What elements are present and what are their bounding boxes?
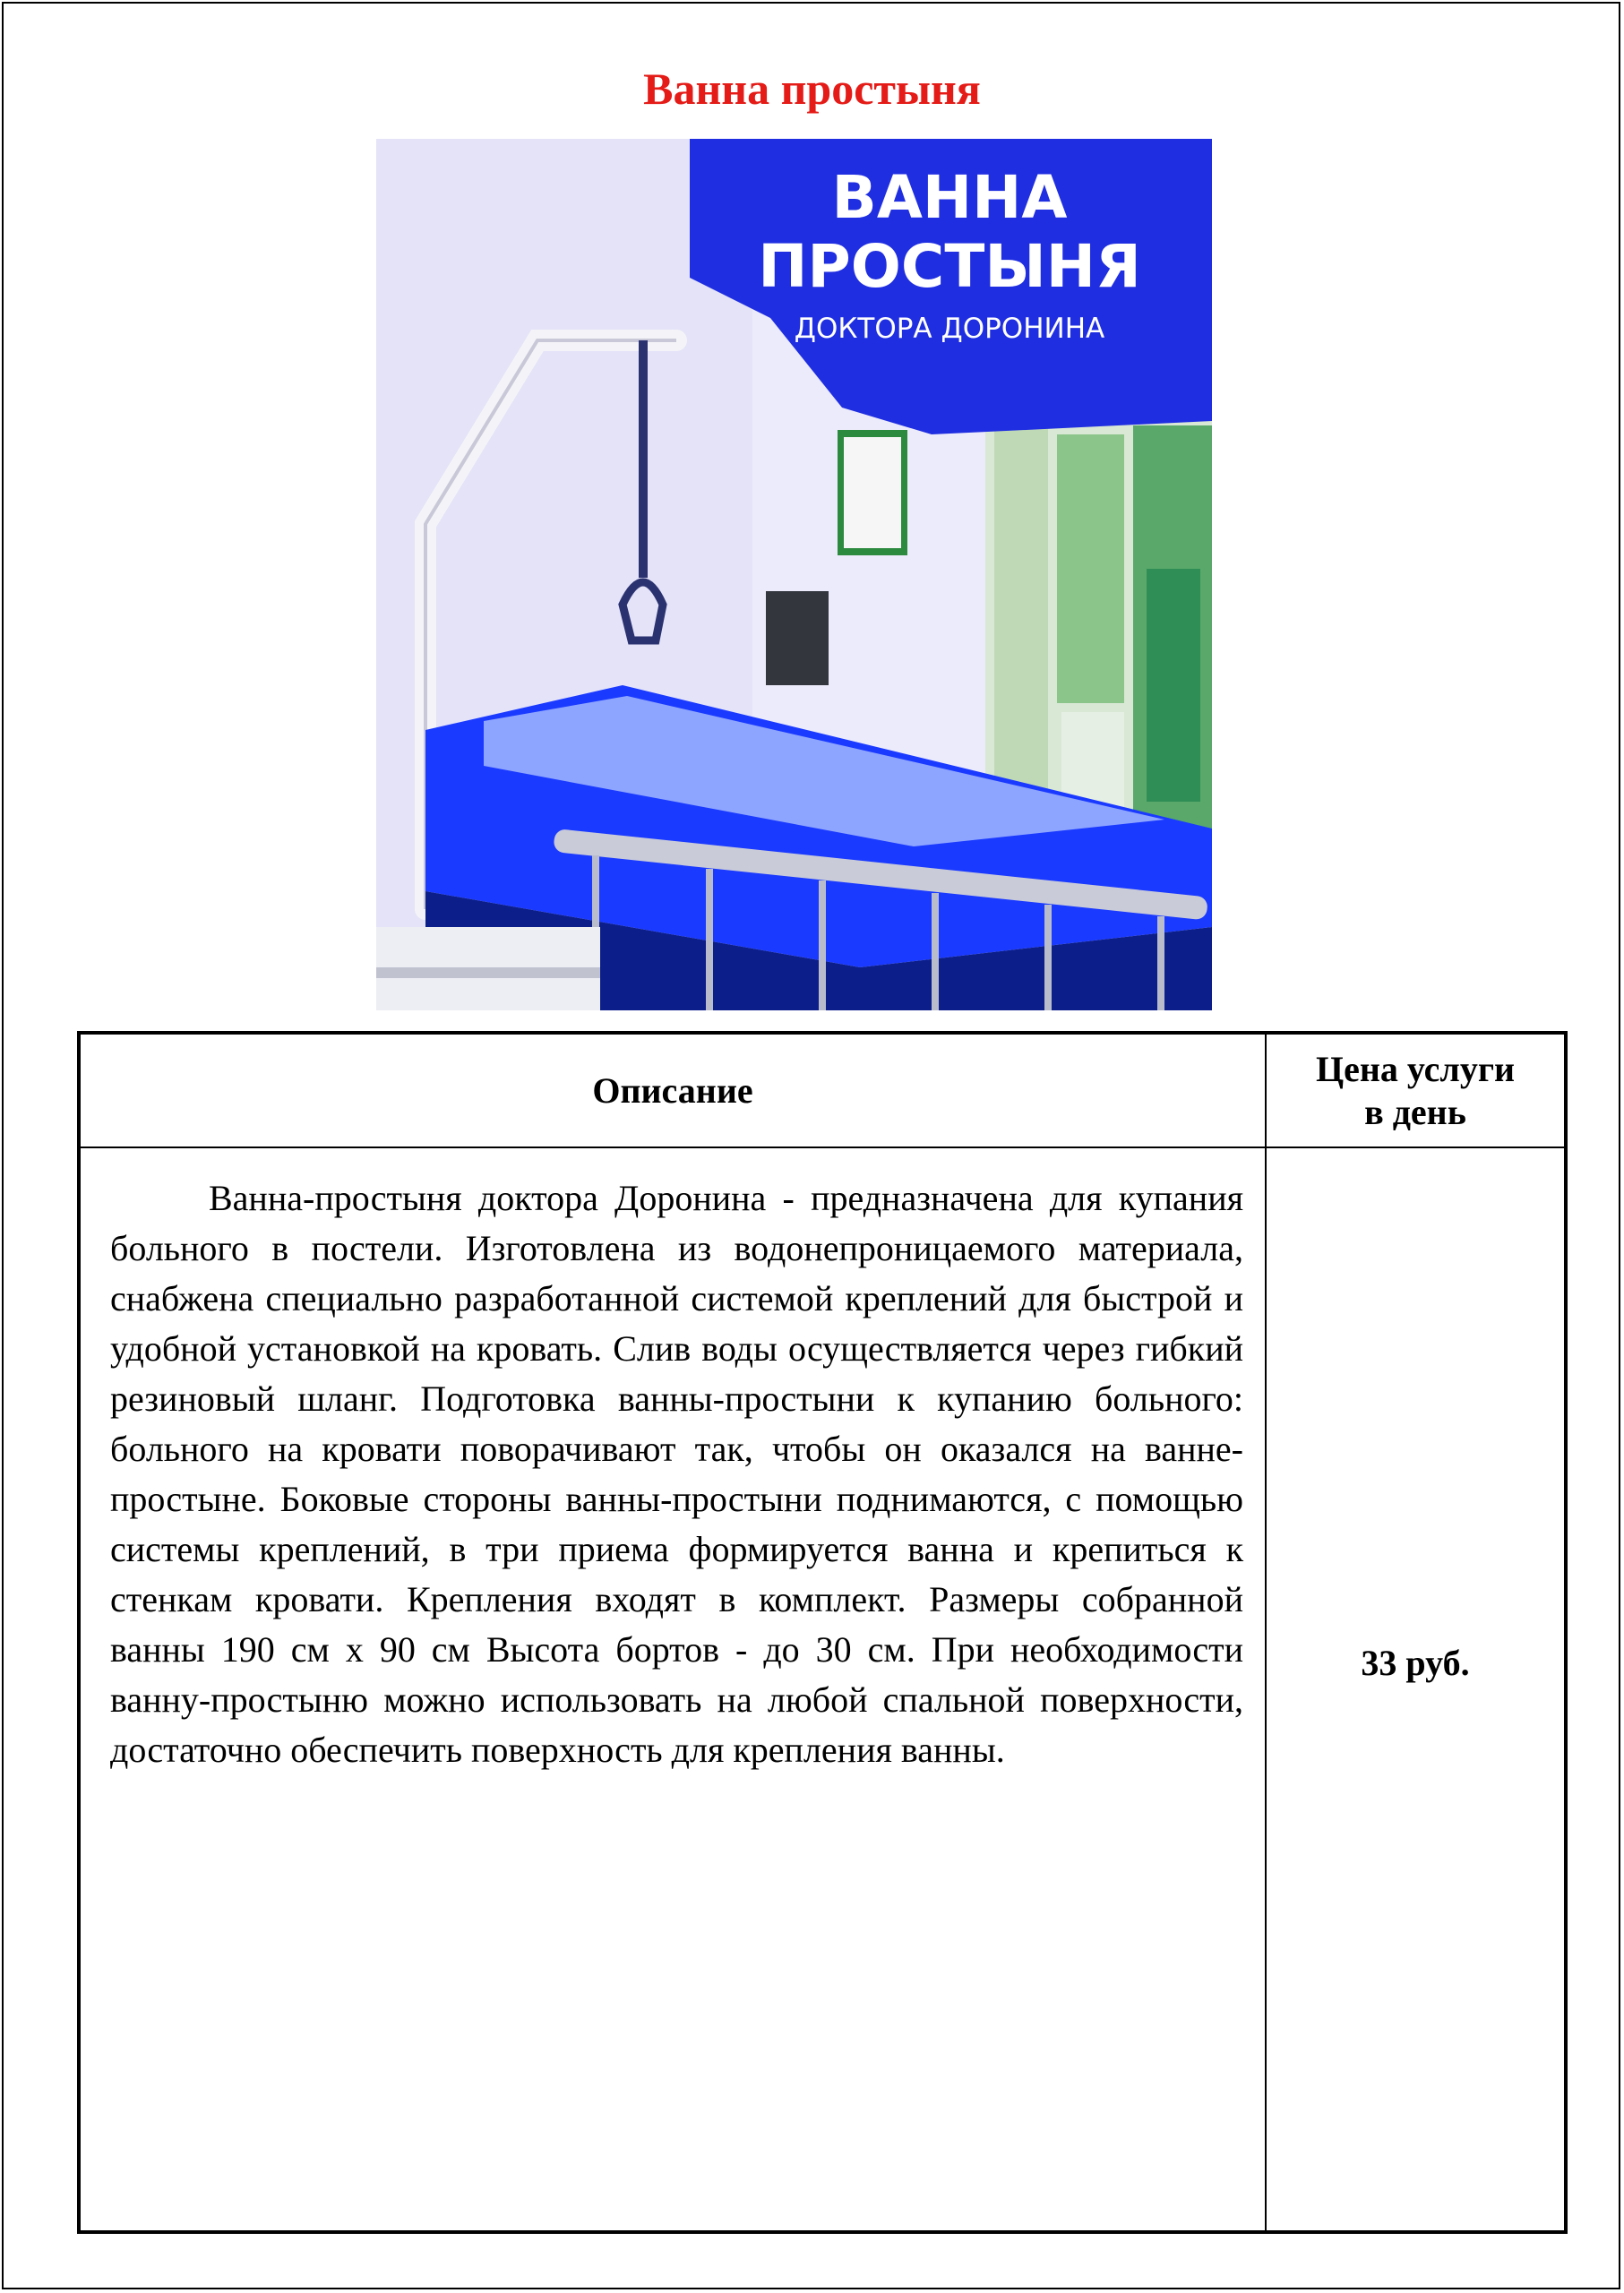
description-header-label: Описание [592,1069,753,1111]
description-header [79,1033,1266,1147]
price-header-label: Цена услуги в день [1315,1048,1516,1132]
price-table [77,1031,1568,2234]
product-photo [376,139,1212,1010]
banner-line2: ПРОСТЫНЯ [758,232,1141,301]
banner-line1: ВАННА [831,163,1068,232]
banner-subtitle: ДОКТОРА ДОРОНИНА [794,313,1105,345]
page-title: Ванна простыня [643,64,981,114]
price-value: 33 руб. [1361,1642,1470,1683]
table-header-row [79,1033,1566,1147]
description-text: Ванна-простыня доктора Доронина - предназначена для купания больного в постели. Изготовлена из водонепроницаемого материала, снабжена специально разработанной системой креплений для быстрой и удобной установкой на кровать. Слив воды осуществляется через гибкий резиновый шланг. Подготовка ванны-простыни к купанию больного: больного на кровати поворачивают так, чтобы он оказался на ванне-простыне. Боковые стороны ванны-простыни поднимаются, с помощью системы креплений, в три приема формируется ванна и крепиться к стенкам кровати. Крепления входят в комплект. Размеры собранной ванны 190 см х 90 см Высота бортов - до 30 см. При необходимости ванну-простыню можно использовать на любой спальной поверхности, достаточно обеспечить поверхность для крепления ванны. [110,1178,1243,1770]
description-cell [79,1147,1266,2232]
table-row [79,1147,1566,2232]
price-cell [1266,1147,1566,2232]
price-header [1266,1033,1566,1147]
